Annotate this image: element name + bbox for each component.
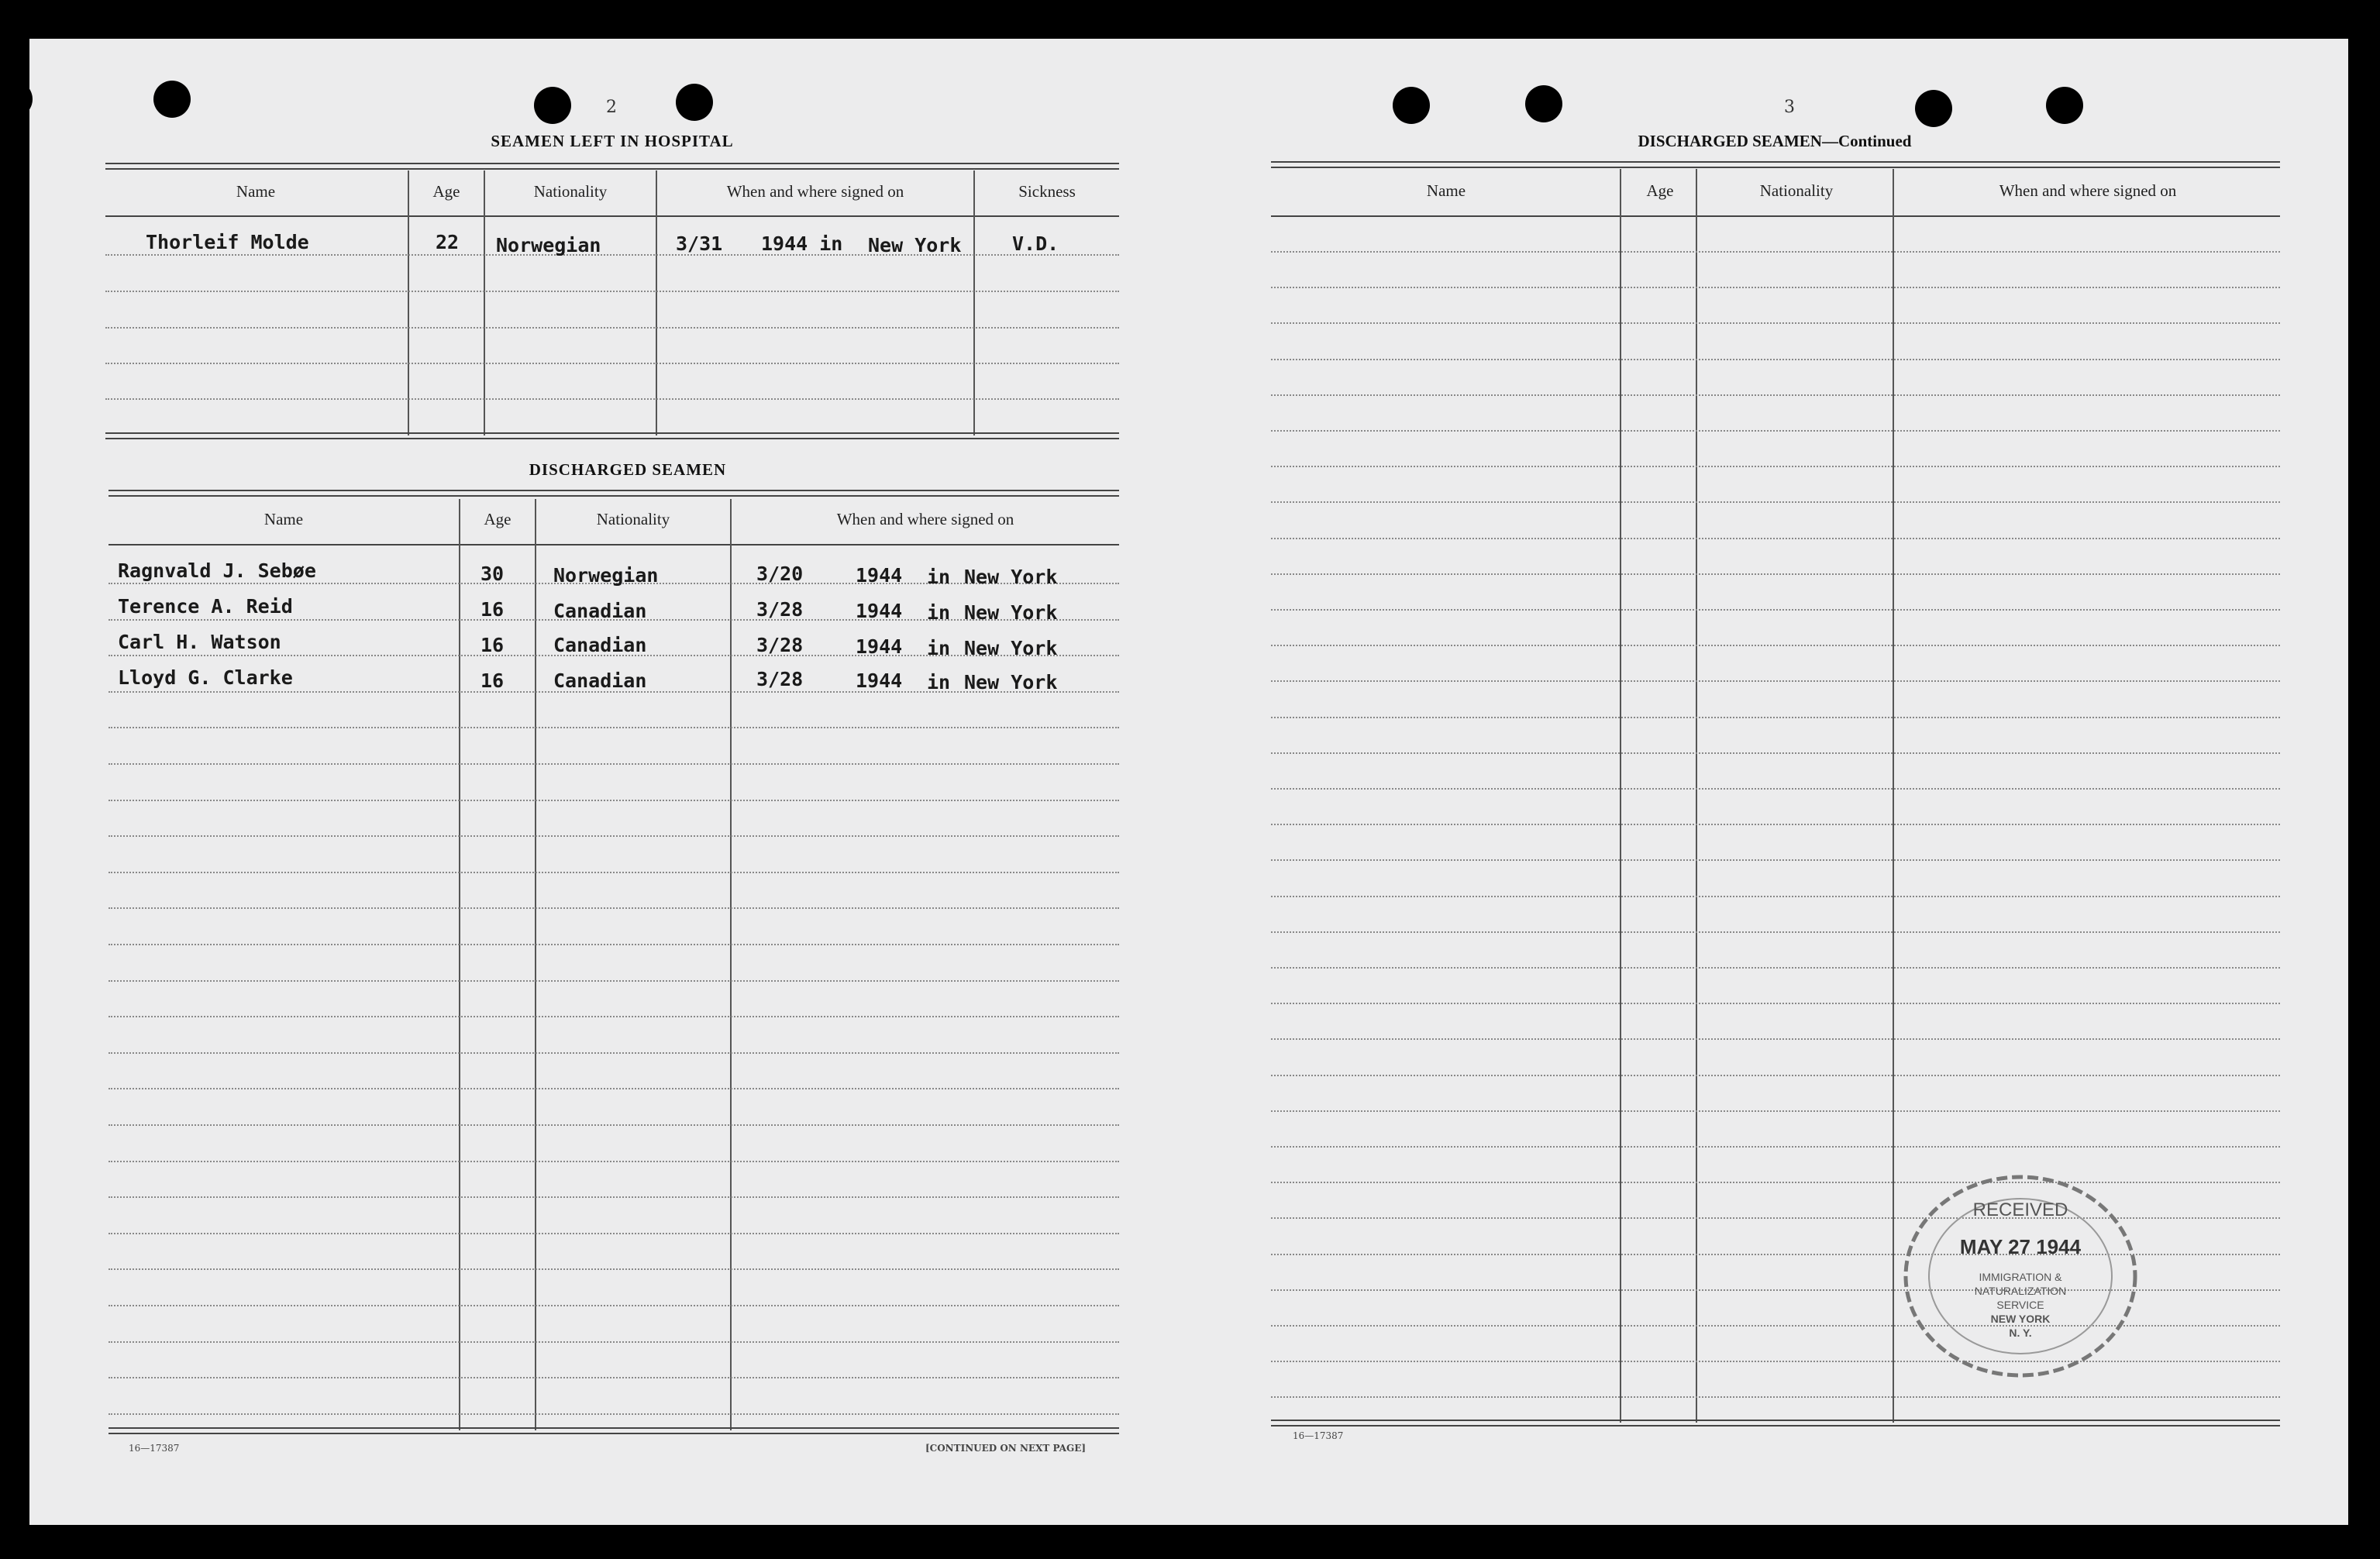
column-header-name: Name — [1426, 181, 1466, 200]
signed-on-year: 1944 — [856, 669, 903, 692]
column-divider — [656, 170, 657, 435]
discharged-continued-title — [1581, 132, 1968, 151]
stamp-line4: NATURALIZATION — [1974, 1285, 2067, 1297]
column-divider — [1620, 169, 1621, 1423]
seaman-age: 30 — [480, 563, 505, 585]
rule — [105, 215, 1119, 217]
row-line — [1271, 752, 2280, 754]
row-line — [1271, 1003, 2280, 1004]
row-line — [108, 980, 1119, 982]
row-line — [1271, 394, 2280, 396]
signed-on-date: 3/28 — [756, 634, 804, 656]
row-line — [1271, 967, 2280, 969]
column-header-age: Age — [1646, 181, 1674, 200]
seaman-name: Carl H. Watson — [118, 631, 281, 653]
received-stamp — [1900, 1172, 2141, 1381]
row-line — [108, 1088, 1119, 1089]
row-line — [108, 907, 1119, 909]
seaman-name: Thorleif Molde — [146, 231, 309, 253]
row-line — [1271, 251, 2280, 253]
row-line — [1271, 717, 2280, 718]
punch-hole — [1393, 87, 1430, 124]
column-header-age: Age — [432, 182, 460, 201]
signed-on-in: in — [927, 671, 951, 693]
rule — [108, 544, 1119, 545]
column-header-sickness: Sickness — [1018, 182, 1076, 201]
signed-on-place: New York — [964, 566, 1058, 588]
title-main: DISCHARGED SEAMEN — [1638, 132, 1822, 150]
row-line — [1271, 609, 2280, 611]
signed-on-date: 3/31 — [676, 232, 723, 255]
punch-hole — [1915, 90, 1952, 127]
row-line — [1271, 573, 2280, 575]
signed-on-year: 1944 — [856, 635, 903, 658]
signed-on-year: 1944 in — [761, 232, 843, 255]
column-header-age: Age — [484, 510, 511, 528]
column-header-name: Name — [263, 510, 304, 528]
signed-on-date: 3/28 — [756, 598, 804, 621]
column-divider — [535, 499, 536, 1430]
stamp-line7: N. Y. — [2009, 1327, 2032, 1339]
punch-hole — [676, 84, 713, 121]
column-header-signed-on: When and where signed on — [836, 510, 1014, 528]
title-suffix: —Continued — [1821, 132, 1912, 150]
punch-hole — [0, 81, 33, 118]
rule — [108, 490, 1119, 497]
signed-on-year: 1944 — [856, 564, 903, 587]
column-divider — [730, 499, 732, 1430]
column-header-name: Name — [236, 182, 276, 201]
punch-hole — [2046, 87, 2083, 124]
row-line — [1271, 1146, 2280, 1148]
signed-on-place: New York — [964, 637, 1058, 659]
signed-on-date: 3/20 — [756, 563, 804, 585]
seaman-age: 16 — [480, 598, 505, 621]
stamp-line6: NEW YORK — [1990, 1313, 2051, 1325]
signed-on-date: 3/28 — [756, 668, 804, 690]
row-line — [1271, 501, 2280, 503]
row-line — [1271, 859, 2280, 861]
stamp-line3: IMMIGRATION & — [1979, 1271, 2062, 1283]
row-line — [1271, 824, 2280, 825]
column-header-nationality: Nationality — [596, 510, 670, 528]
seaman-name: Terence A. Reid — [118, 595, 293, 618]
seaman-nationality: Norwegian — [496, 234, 601, 256]
column-header-nationality: Nationality — [533, 182, 608, 201]
seaman-nationality: Norwegian — [553, 564, 659, 587]
column-divider — [973, 170, 975, 435]
seaman-sickness: V.D. — [1012, 232, 1059, 255]
row-line — [108, 800, 1119, 801]
row-line — [105, 327, 1119, 329]
row-line — [1271, 359, 2280, 360]
row-line — [108, 1305, 1119, 1306]
row-line — [108, 1341, 1119, 1343]
column-header-signed-on: When and where signed on — [1999, 181, 2177, 200]
row-line — [105, 398, 1119, 400]
signed-on-in: in — [927, 601, 951, 624]
row-line — [108, 1268, 1119, 1270]
page-number: 2 — [606, 98, 617, 117]
seaman-age: 22 — [436, 231, 460, 253]
row-line — [108, 1161, 1119, 1162]
rule — [105, 432, 1119, 439]
signed-on-place: New York — [964, 671, 1058, 693]
column-divider — [484, 170, 485, 435]
form-number: 16—17387 — [1293, 1430, 1344, 1441]
row-line — [1271, 1110, 2280, 1112]
row-line — [1271, 931, 2280, 933]
continued-note: [CONTINUED ON NEXT PAGE] — [925, 1443, 1087, 1454]
seaman-age: 16 — [480, 634, 505, 656]
row-line — [1271, 430, 2280, 432]
row-line — [1271, 1396, 2280, 1398]
column-divider — [1696, 169, 1697, 1423]
row-line — [1271, 1075, 2280, 1076]
row-line — [108, 835, 1119, 837]
rule — [1271, 161, 2280, 168]
seaman-nationality: Canadian — [553, 634, 647, 656]
discharged-section-title: DISCHARGED SEAMEN — [529, 460, 727, 479]
hospital-section-title: SEAMEN LEFT IN HOSPITAL — [491, 132, 734, 150]
rule — [1271, 215, 2280, 217]
signed-on-year: 1944 — [856, 600, 903, 622]
punch-hole — [534, 87, 571, 124]
seaman-age: 16 — [480, 669, 505, 692]
signed-on-place: New York — [868, 234, 962, 256]
row-line — [108, 944, 1119, 945]
row-line — [1271, 1038, 2280, 1040]
column-header-nationality: Nationality — [1759, 181, 1834, 200]
form-number: 16—17387 — [129, 1443, 180, 1454]
page-number: 3 — [1784, 98, 1795, 117]
row-line — [108, 1196, 1119, 1198]
seaman-name: Ragnvald J. Sebøe — [118, 559, 316, 582]
stamp-received: RECEIVED — [1972, 1199, 2068, 1220]
signed-on-place: New York — [964, 601, 1058, 624]
column-divider — [1893, 169, 1894, 1423]
row-line — [1271, 466, 2280, 467]
row-line — [108, 1233, 1119, 1234]
row-line — [108, 1124, 1119, 1126]
rule — [108, 1427, 1119, 1434]
row-line — [1271, 788, 2280, 790]
stamp-line5: SERVICE — [1996, 1299, 2044, 1311]
row-line — [108, 763, 1119, 765]
row-line — [108, 1377, 1119, 1378]
row-line — [1271, 645, 2280, 646]
column-header-signed-on: When and where signed on — [726, 182, 904, 201]
stamp-date: MAY 27 1944 — [1959, 1235, 2082, 1258]
row-line — [1271, 896, 2280, 897]
punch-hole — [1525, 85, 1562, 122]
column-divider — [408, 170, 409, 435]
row-line — [1271, 322, 2280, 324]
row-line — [108, 727, 1119, 728]
row-line — [1271, 538, 2280, 539]
signed-on-in: in — [927, 637, 951, 659]
seaman-nationality: Canadian — [553, 669, 647, 692]
rule — [1271, 1420, 2280, 1427]
row-line — [108, 1052, 1119, 1054]
row-line — [1271, 287, 2280, 288]
row-line — [105, 363, 1119, 364]
seaman-nationality: Canadian — [553, 600, 647, 622]
seaman-name: Lloyd G. Clarke — [118, 666, 293, 689]
row-line — [105, 254, 1119, 256]
punch-hole — [153, 81, 191, 118]
row-line — [105, 291, 1119, 292]
column-divider — [459, 499, 460, 1430]
row-line — [108, 1016, 1119, 1017]
row-line — [108, 872, 1119, 873]
rule — [105, 163, 1119, 170]
signed-on-in: in — [927, 566, 951, 588]
row-line — [108, 1413, 1119, 1415]
row-line — [1271, 680, 2280, 682]
